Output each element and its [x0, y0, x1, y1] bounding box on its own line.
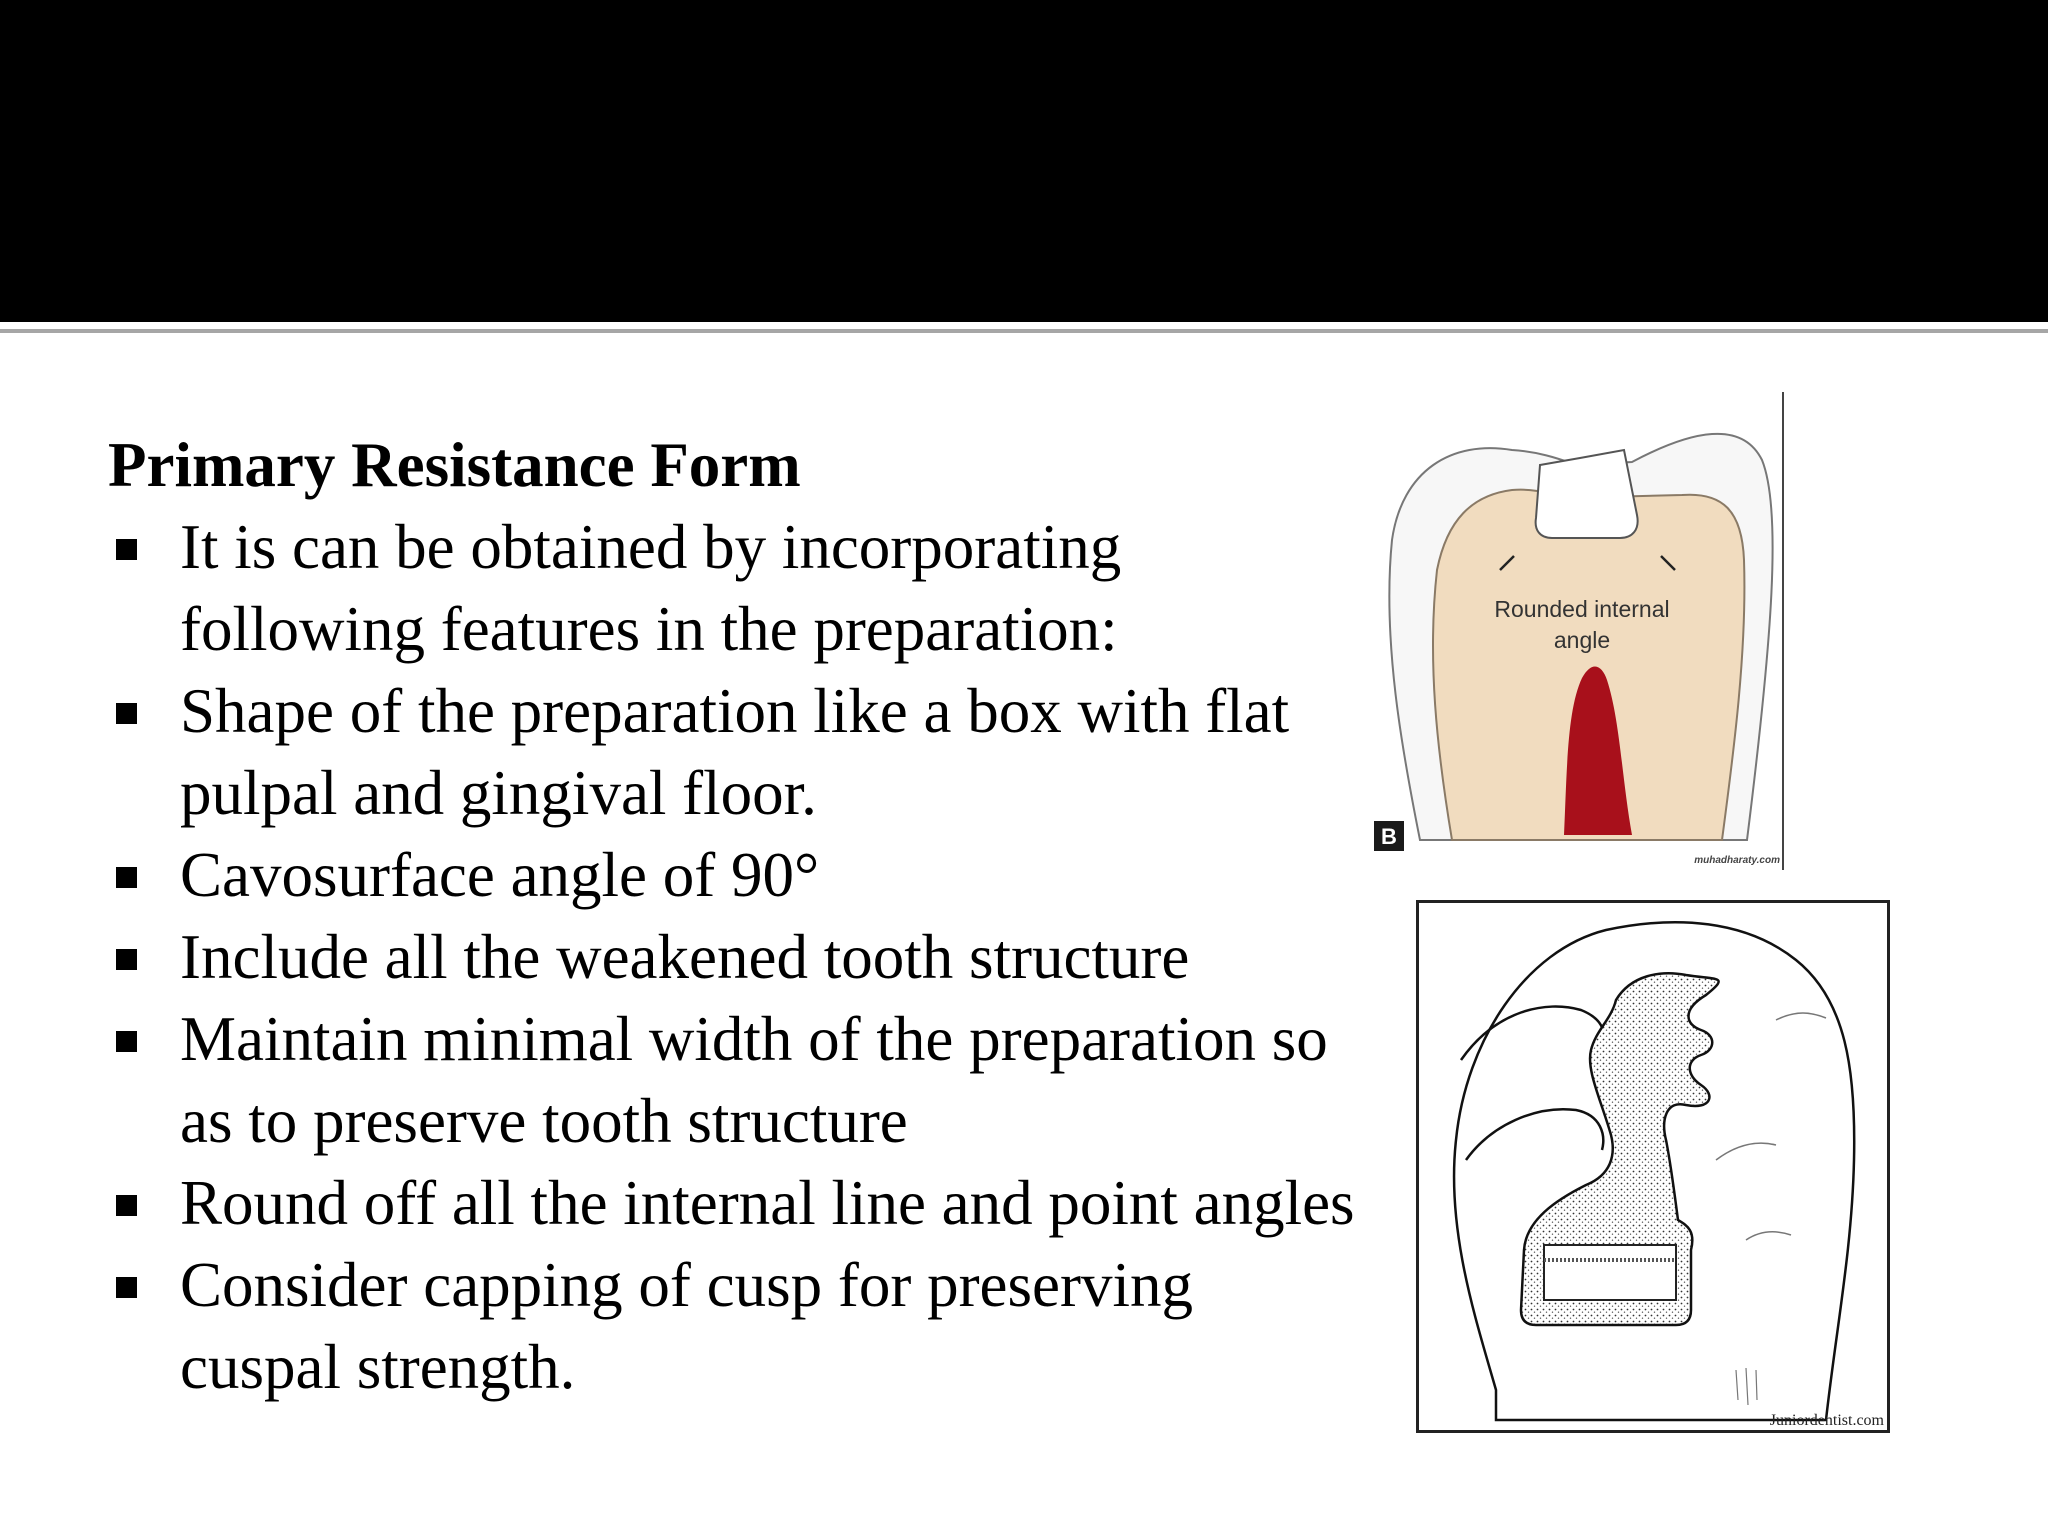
watermark: muhadharaty.com: [1694, 855, 1780, 866]
square-bullet-icon: [116, 1277, 137, 1298]
bullet-item: [108, 670, 1368, 834]
bullet-item: [108, 998, 1368, 1162]
panel-letter: B: [1381, 824, 1397, 849]
tooth-preparation-drawing: [1416, 900, 1890, 1433]
bullet-item: [108, 916, 1368, 998]
bullet-text: Include all the weakened tooth structure: [180, 922, 1190, 992]
bullet-text: Maintain minimal width of the preparation so as to preserve tooth structure: [180, 1004, 1328, 1156]
bullet-list: [108, 506, 1368, 1408]
bullet-text: Consider capping of cusp for preserving cuspal strength.: [180, 1250, 1193, 1402]
bullet-item: [108, 506, 1368, 670]
watermark: Juniordentist.com: [1769, 1412, 1884, 1429]
box-floor: [1544, 1245, 1676, 1300]
square-bullet-icon: [116, 1031, 137, 1052]
bullet-item: [108, 1244, 1368, 1408]
slide-content: [108, 424, 1368, 1408]
bullet-text: It is can be obtained by incorporating following features in the preparation:: [180, 512, 1122, 664]
square-bullet-icon: [116, 539, 137, 560]
bullet-text: Shape of the preparation like a box with flat pulpal and gingival floor.: [180, 676, 1290, 828]
tooth-cross-section-figure: [1362, 390, 1792, 875]
figure-label-line2: angle: [1553, 627, 1611, 653]
square-bullet-icon: [116, 867, 137, 888]
square-bullet-icon: [116, 949, 137, 970]
slide-heading: Primary Resistance Form: [108, 430, 801, 500]
bullet-item: [108, 1162, 1368, 1244]
bullet-text: Round off all the internal line and point angles: [180, 1168, 1355, 1238]
bullet-text: Cavosurface angle of 90°: [180, 840, 820, 910]
bullet-item: [108, 834, 1368, 916]
figure-label-line1: Rounded internal: [1494, 596, 1670, 622]
slide-header-band: [0, 0, 2048, 322]
square-bullet-icon: [116, 703, 137, 724]
cavity-preparation: [1536, 450, 1638, 538]
header-divider: [0, 329, 2048, 333]
square-bullet-icon: [116, 1195, 137, 1216]
